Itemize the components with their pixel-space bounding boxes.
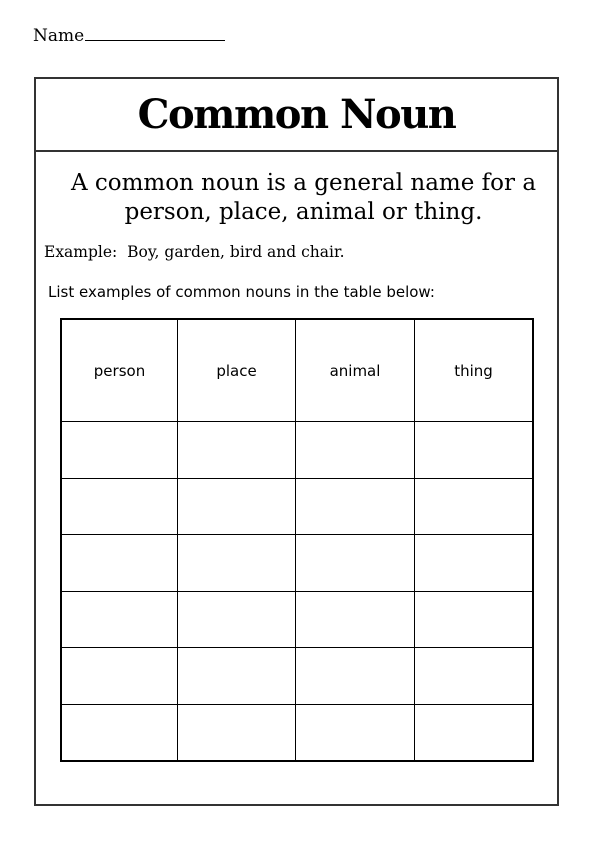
answer-cell-thing[interactable]: [415, 704, 534, 761]
answer-cell-animal[interactable]: [296, 422, 415, 479]
column-header-place: place: [178, 319, 296, 422]
answer-cell-person[interactable]: [61, 648, 178, 705]
worksheet-title: Common Noun: [137, 90, 456, 138]
example-text: Example: Boy, garden, bird and chair.: [44, 243, 345, 261]
worksheet-frame: [34, 77, 559, 806]
answer-cell-thing[interactable]: [415, 591, 534, 648]
answer-cell-person[interactable]: [61, 535, 178, 592]
answer-cell-place[interactable]: [178, 591, 296, 648]
table-row: [61, 704, 533, 761]
table-row: [61, 648, 533, 705]
answer-cell-person[interactable]: [61, 422, 178, 479]
column-header-animal: animal: [296, 319, 415, 422]
answer-cell-animal[interactable]: [296, 704, 415, 761]
answer-cell-place[interactable]: [178, 535, 296, 592]
column-header-thing: thing: [415, 319, 534, 422]
table-row: [61, 478, 533, 535]
answer-cell-place[interactable]: [178, 704, 296, 761]
instruction-text: List examples of common nouns in the table below:: [48, 283, 435, 301]
answer-cell-place[interactable]: [178, 422, 296, 479]
definition-text: A common noun is a general name for a person, place, animal or thing.: [70, 170, 537, 225]
answer-cell-person[interactable]: [61, 478, 178, 535]
noun-table: [60, 318, 534, 762]
answer-cell-animal[interactable]: [296, 591, 415, 648]
column-header-person: person: [61, 319, 178, 422]
answer-cell-person[interactable]: [61, 704, 178, 761]
answer-cell-thing[interactable]: [415, 648, 534, 705]
answer-cell-thing[interactable]: [415, 422, 534, 479]
answer-cell-place[interactable]: [178, 648, 296, 705]
name-blank-line[interactable]: [85, 24, 225, 41]
table-row: [61, 591, 533, 648]
answer-cell-animal[interactable]: [296, 535, 415, 592]
answer-cell-place[interactable]: [178, 478, 296, 535]
answer-cell-animal[interactable]: [296, 648, 415, 705]
table-row: [61, 535, 533, 592]
table-row: [61, 422, 533, 479]
name-label: Name: [33, 26, 85, 46]
answer-cell-animal[interactable]: [296, 478, 415, 535]
answer-cell-thing[interactable]: [415, 478, 534, 535]
table-header-row: [61, 319, 533, 422]
answer-cell-person[interactable]: [61, 591, 178, 648]
answer-cell-thing[interactable]: [415, 535, 534, 592]
title-box: [36, 79, 557, 152]
table-body: [61, 422, 533, 762]
name-field-label: [33, 24, 225, 47]
